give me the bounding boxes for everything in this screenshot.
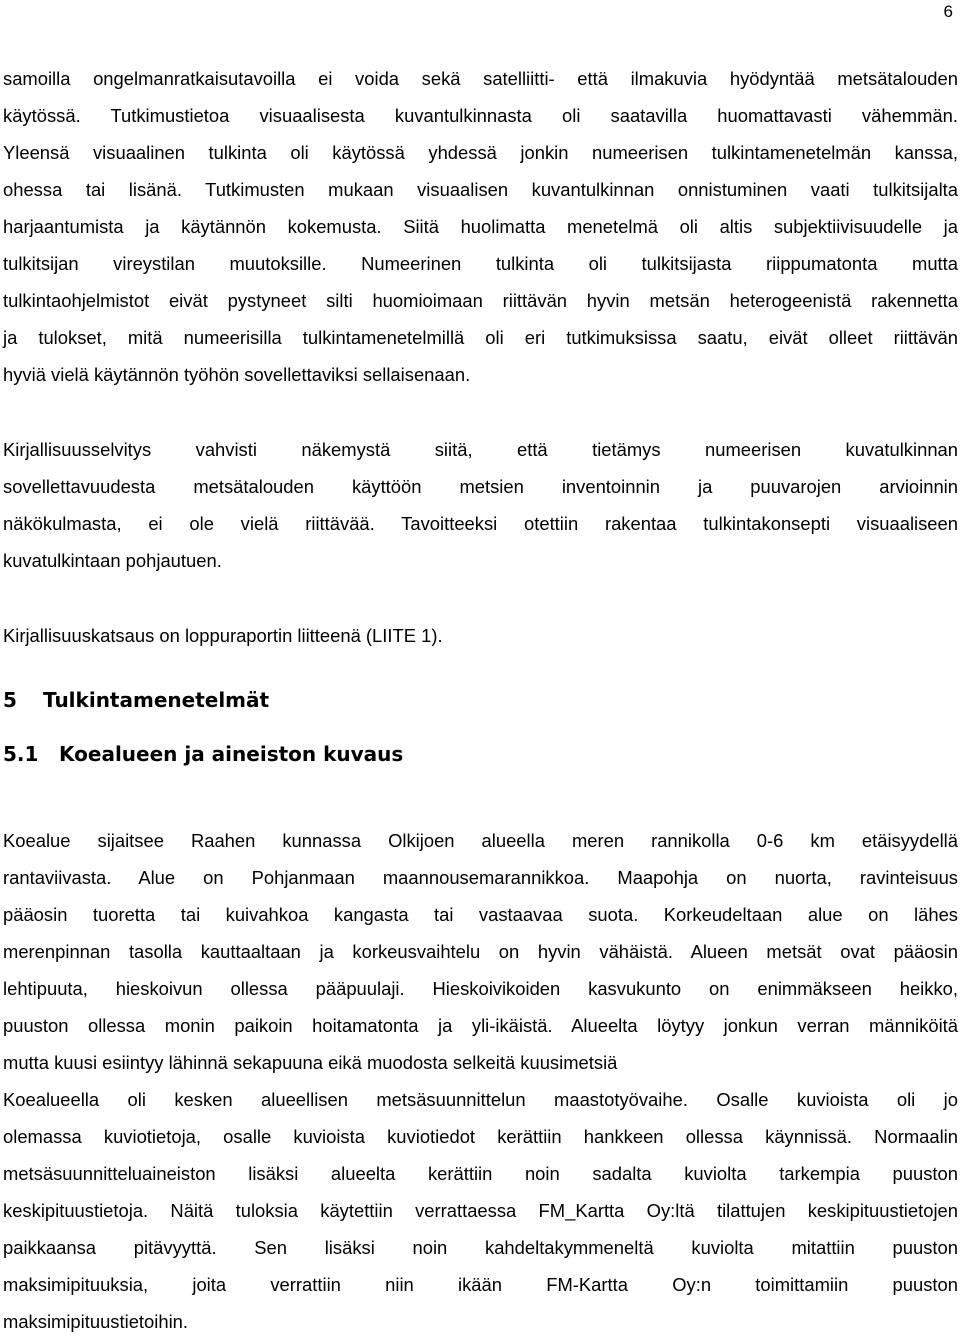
text-line: puuston ollessa monin paikoin hoitamatonta ja yli-ikäistä. Alueelta löytyy jonkun verran männiköitä (3, 1015, 958, 1036)
text-line: keskipituustietoja. Näitä tuloksia käytettiin verrattaessa FM_Kartta Oy:ltä tilattujen keskipituustietojen (3, 1200, 958, 1221)
text-line: merenpinnan tasolla kauttaaltaan ja korkeusvaihtelu on hyvin vähäistä. Alueen metsät ovat pääosin (3, 941, 958, 962)
text-line: samoilla ongelmanratkaisutavoilla ei voida sekä satelliitti- että ilmakuvia hyödyntää metsätalouden (3, 68, 958, 89)
text-line: olemassa kuviotietoja, osalle kuvioista kuviotiedot kerättiin hankkeen ollessa käynnissä. Normaalin (3, 1126, 958, 1147)
text-line: rantaviivasta. Alue on Pohjanmaan maannousemarannikkoa. Maapohja on nuorta, ravinteisuus (3, 867, 958, 888)
paragraph-literature-conclusion (3, 431, 958, 579)
text-line: ohessa tai lisänä. Tutkimusten mukaan visuaalisen kuvantulkinnan onnistuminen vaati tulkitsijalta (3, 179, 958, 200)
paragraph-literature-findings (3, 60, 958, 393)
text-line: metsäsuunnitteluaineiston lisäksi alueelta kerättiin noin sadalta kuviolta tarkempia puuston (3, 1163, 958, 1184)
text-line: hyviä vielä käytännön työhön sovellettaviksi sellaisenaan. (3, 364, 471, 385)
section-title: Tulkintamenetelmät (43, 688, 270, 712)
text-line: tulkitsijan vireystilan muutoksille. Numeerinen tulkinta oli tulkitsijasta riippumatonta mutta (3, 253, 958, 274)
text-line: mutta kuusi esiintyy lähinnä sekapuuna eikä muodosta selkeitä kuusimetsiä (3, 1052, 618, 1073)
text-line: maksimipituustietoihin. (3, 1311, 189, 1332)
subsection-number: 5.1 (3, 742, 39, 766)
text-line: näkökulmasta, ei ole vielä riittävää. Tavoitteeksi otettiin rakentaa tulkintakonsepti visuaaliseen (3, 513, 958, 534)
paragraph-study-data (3, 1081, 958, 1340)
text-line: tulkintaohjelmistot eivät pystyneet silti huomioimaan riittävän hyvin metsän heterogeenistä rakennetta (3, 290, 958, 311)
text-line: ja tulokset, mitä numeerisilla tulkintamenetelmillä oli eri tutkimuksissa saatu, eivät olleet riittävän (3, 327, 958, 348)
text-line: maksimipituuksia, joita verrattiin niin ikään FM-Kartta Oy:n toimittamiin puuston (3, 1274, 958, 1295)
text-line: pääosin tuoretta tai kuivahkoa kangasta tai vastaavaa suota. Korkeudeltaan alue on lähes (3, 904, 958, 925)
section-heading (3, 686, 269, 714)
text-line: lehtipuuta, hieskoivun ollessa pääpuulaji. Hieskoivikoiden kasvukunto on enimmäkseen heikko, (3, 978, 958, 999)
section-number: 5 (3, 688, 17, 712)
text-line: kuvatulkintaan pohjautuen. (3, 550, 222, 571)
text-line: käytössä. Tutkimustietoa visuaalisesta kuvantulkinnasta oli saatavilla huomattavasti vähemmän. (3, 105, 958, 126)
text-line: Koealue sijaitsee Raahen kunnassa Olkijoen alueella meren rannikolla 0-6 km etäisyydellä (3, 830, 958, 851)
subsection-title: Koealueen ja aineiston kuvaus (59, 742, 404, 766)
text-line: sovellettavuudesta metsätalouden käyttöön metsien inventoinnin ja puuvarojen arvioinnin (3, 476, 958, 497)
subsection-heading (3, 740, 403, 768)
text-line: Yleensä visuaalinen tulkinta oli käytössä yhdessä jonkin numeerisen tulkintamenetelmän kanssa, (3, 142, 958, 163)
text-line: Kirjallisuuskatsaus on loppuraportin liitteenä (LIITE 1). (3, 625, 443, 646)
text-line: harjaantumista ja käytännön kokemusta. Siitä huolimatta menetelmä oli altis subjektiivisuudelle ja (3, 216, 958, 237)
paragraph-appendix-note (3, 617, 958, 654)
page-number: 6 (943, 2, 953, 21)
text-line: Kirjallisuusselvitys vahvisti näkemystä siitä, että tietämys numeerisen kuvatulkinnan (3, 439, 958, 460)
text-line: Koealueella oli kesken alueellisen metsäsuunnittelun maastotyövaihe. Osalle kuvioista oli jo (3, 1089, 958, 1110)
text-line: paikkaansa pitävyyttä. Sen lisäksi noin kahdeltakymmeneltä kuviolta mitattiin puuston (3, 1237, 958, 1258)
paragraph-study-area (3, 822, 958, 1081)
